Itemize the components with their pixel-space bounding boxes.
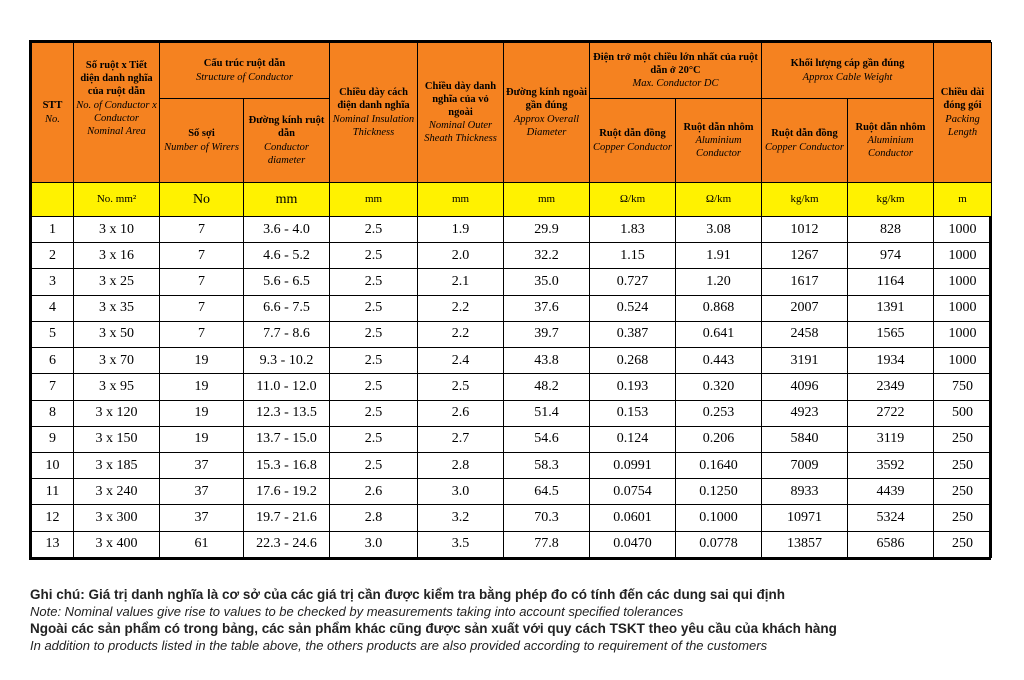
table-row: [32, 374, 992, 400]
table-cell: 0.727: [590, 269, 676, 295]
table-cell: 19: [160, 374, 244, 400]
table-cell: 37: [160, 505, 244, 531]
table-body: [32, 217, 992, 558]
table-cell: 3: [32, 269, 74, 295]
header-resistance-vi: Điện trở một chiều lớn nhất của ruột dẫn ở 20°C: [593, 51, 758, 76]
table-cell: 0.443: [676, 348, 762, 374]
header-diameter-vi: Đường kính ruột dẫn: [248, 115, 325, 140]
table-cell: 29.9: [504, 217, 590, 243]
table-cell: 3.0: [330, 531, 418, 557]
table-cell: 15.3 - 16.8: [244, 452, 330, 478]
header-weight-vi: Khối lượng cáp gần đúng: [790, 58, 905, 70]
table-cell: 0.206: [676, 426, 762, 452]
table-cell: 19: [160, 400, 244, 426]
header-sheath: [418, 43, 504, 183]
table-cell: 2.5: [330, 400, 418, 426]
table-cell: 2.5: [330, 243, 418, 269]
table-cell: 3 x 120: [74, 400, 160, 426]
table-row: [32, 426, 992, 452]
header-diameter-en: Conductor diameter: [264, 141, 309, 166]
header-weight-copper-vi: Ruột dẫn đồng: [771, 128, 838, 140]
header-stt: [32, 43, 74, 183]
table-cell: 1000: [934, 269, 992, 295]
table-cell: 0.193: [590, 374, 676, 400]
header-res-copper-en: Copper Conductor: [592, 141, 673, 153]
table-cell: 0.0754: [590, 479, 676, 505]
note-en-1: Note: Nominal values give rise to values to be checked by measurements taking into account specified tolerances: [30, 604, 684, 619]
header-weight: [762, 43, 934, 99]
unit-cell: mm: [244, 183, 330, 217]
table-cell: 5: [32, 321, 74, 347]
table-cell: 0.524: [590, 295, 676, 321]
table-cell: 1000: [934, 348, 992, 374]
unit-cell-blank: [32, 183, 74, 217]
header-weight-copper: [762, 99, 848, 183]
table-row: [32, 452, 992, 478]
table-cell: 58.3: [504, 452, 590, 478]
table-cell: 0.253: [676, 400, 762, 426]
header-resistance-en: Max. Conductor DC: [632, 78, 719, 90]
table-cell: 1: [32, 217, 74, 243]
table-cell: 5840: [762, 426, 848, 452]
table-cell: 3.2: [418, 505, 504, 531]
table-cell: 1012: [762, 217, 848, 243]
table-cell: 7: [160, 217, 244, 243]
table-row: [32, 295, 992, 321]
header-weight-aluminium-en: Aluminium Conductor: [867, 134, 914, 160]
table-cell: 10: [32, 452, 74, 478]
table-cell: 250: [934, 531, 992, 557]
header-res-aluminium-vi: Ruột dẫn nhôm: [683, 121, 754, 133]
header-overall-diameter: [504, 43, 590, 183]
table-cell: 250: [934, 505, 992, 531]
table-cell: 13857: [762, 531, 848, 557]
table-cell: 54.6: [504, 426, 590, 452]
table-cell: 3 x 400: [74, 531, 160, 557]
table-cell: 8: [32, 400, 74, 426]
table-cell: 3119: [848, 426, 934, 452]
table-cell: 1565: [848, 321, 934, 347]
table-row: [32, 479, 992, 505]
unit-cell: mm: [418, 183, 504, 217]
note-vi-2: Ngoài các sản phẩm có trong bảng, các sản phẩm khác cũng được sản xuất với quy cách TSKT theo yêu cầu của khách hàng: [30, 621, 837, 636]
table-cell: 12: [32, 505, 74, 531]
table-cell: 5324: [848, 505, 934, 531]
table-cell: 2.5: [330, 452, 418, 478]
table-cell: 5.6 - 6.5: [244, 269, 330, 295]
table-cell: 2.7: [418, 426, 504, 452]
table-cell: 2.5: [330, 269, 418, 295]
table-row: [32, 531, 992, 557]
table-cell: 7: [160, 321, 244, 347]
header-wires: [160, 99, 244, 183]
table-cell: 4096: [762, 374, 848, 400]
unit-cell: Ω/km: [590, 183, 676, 217]
table-cell: 1267: [762, 243, 848, 269]
table-row: [32, 269, 992, 295]
table-cell: 3 x 25: [74, 269, 160, 295]
table-cell: 2722: [848, 400, 934, 426]
header-conductor-en-cell: [74, 99, 160, 183]
header-packing: [934, 43, 992, 183]
table-cell: 37: [160, 479, 244, 505]
header-stt-en: No.: [45, 113, 60, 125]
table-cell: 35.0: [504, 269, 590, 295]
table-cell: 0.387: [590, 321, 676, 347]
table-cell: 1000: [934, 243, 992, 269]
table-cell: 43.8: [504, 348, 590, 374]
table-cell: 0.0470: [590, 531, 676, 557]
table-cell: 3.6 - 4.0: [244, 217, 330, 243]
table-cell: 9.3 - 10.2: [244, 348, 330, 374]
header-structure-vi: Cấu trúc ruột dẫn: [203, 58, 286, 70]
table-cell: 7: [160, 243, 244, 269]
unit-cell: kg/km: [762, 183, 848, 217]
header-insulation-vi: Chiều dày cách điện danh nghĩa: [337, 87, 410, 112]
table-cell: 2.5: [418, 374, 504, 400]
table-cell: 19: [160, 426, 244, 452]
table-cell: 2.1: [418, 269, 504, 295]
table-cell: 61: [160, 531, 244, 557]
table-cell: 1617: [762, 269, 848, 295]
table-cell: 7.7 - 8.6: [244, 321, 330, 347]
table-cell: 974: [848, 243, 934, 269]
table-cell: 22.3 - 24.6: [244, 531, 330, 557]
table-cell: 3 x 150: [74, 426, 160, 452]
table-cell: 1164: [848, 269, 934, 295]
header-res-copper: [590, 99, 676, 183]
header-wires-en: Number of Wirers: [164, 141, 239, 153]
table-cell: 77.8: [504, 531, 590, 557]
table-cell: 0.320: [676, 374, 762, 400]
table-cell: 3 x 50: [74, 321, 160, 347]
table-cell: 2: [32, 243, 74, 269]
header-packing-vi: Chiều dài đóng gói: [940, 87, 985, 112]
table-cell: 3 x 300: [74, 505, 160, 531]
table-cell: 1391: [848, 295, 934, 321]
table-cell: 2.6: [330, 479, 418, 505]
table-cell: 250: [934, 479, 992, 505]
table-cell: 2.6: [418, 400, 504, 426]
table-cell: 3 x 35: [74, 295, 160, 321]
table-cell: 7: [32, 374, 74, 400]
table-cell: 4: [32, 295, 74, 321]
table-cell: 12.3 - 13.5: [244, 400, 330, 426]
table-cell: 250: [934, 452, 992, 478]
unit-cell: m: [934, 183, 992, 217]
header-resistance: [590, 43, 762, 99]
table-cell: 500: [934, 400, 992, 426]
table-cell: 1000: [934, 217, 992, 243]
unit-cell: No: [160, 183, 244, 217]
header-conductor-en: No. of Conductor x Conductor Nominal Area: [76, 99, 157, 137]
table-cell: 7: [160, 295, 244, 321]
table-cell: 1000: [934, 295, 992, 321]
table-cell: 1.20: [676, 269, 762, 295]
header-weight-en: Approx Cable Weight: [802, 71, 893, 83]
table-cell: 3 x 16: [74, 243, 160, 269]
header-sheath-en: Nominal Outer Sheath Thickness: [424, 120, 497, 145]
table-cell: 0.0601: [590, 505, 676, 531]
table-cell: 3.0: [418, 479, 504, 505]
table-cell: 750: [934, 374, 992, 400]
table-cell: 13.7 - 15.0: [244, 426, 330, 452]
table-cell: 2.8: [418, 452, 504, 478]
header-structure-en: Structure of Conductor: [195, 71, 294, 83]
table-cell: 0.0778: [676, 531, 762, 557]
table-cell: 6: [32, 348, 74, 374]
header-insulation: [330, 43, 418, 183]
header-weight-aluminium: [848, 99, 934, 183]
note-vi-1: Ghi chú: Giá trị danh nghĩa là cơ sở của các giá trị cần được kiểm tra bằng phép đo có tính đến các dung sai qui định: [30, 587, 785, 602]
table-cell: 3 x 70: [74, 348, 160, 374]
header-wires-vi: Số sợi: [188, 128, 215, 140]
units-row: [32, 183, 992, 217]
table-cell: 39.7: [504, 321, 590, 347]
table-cell: 0.1000: [676, 505, 762, 531]
header-weight-aluminium-vi: Ruột dẫn nhôm: [855, 121, 926, 133]
table-cell: 3 x 240: [74, 479, 160, 505]
table-cell: 0.1640: [676, 452, 762, 478]
table-cell: 10971: [762, 505, 848, 531]
table-cell: 0.1250: [676, 479, 762, 505]
table-cell: 11.0 - 12.0: [244, 374, 330, 400]
header-res-aluminium-en: Aluminium Conductor: [695, 134, 742, 160]
table-cell: 6586: [848, 531, 934, 557]
table-row: [32, 400, 992, 426]
table-cell: 3.08: [676, 217, 762, 243]
table-cell: 828: [848, 217, 934, 243]
table-cell: 70.3: [504, 505, 590, 531]
table-cell: 0.268: [590, 348, 676, 374]
header-insulation-en: Nominal Insulation Thickness: [332, 113, 415, 138]
header-weight-copper-en: Copper Conductor: [764, 141, 845, 153]
table-cell: 6.6 - 7.5: [244, 295, 330, 321]
unit-cell: Ω/km: [676, 183, 762, 217]
table-cell: 2.5: [330, 321, 418, 347]
table-cell: 2.5: [330, 295, 418, 321]
table-row: [32, 505, 992, 531]
table-cell: 0.124: [590, 426, 676, 452]
table-cell: 2.2: [418, 295, 504, 321]
table-cell: 51.4: [504, 400, 590, 426]
header-res-copper-vi: Ruột dẫn đồng: [599, 128, 666, 140]
table-cell: 4.6 - 5.2: [244, 243, 330, 269]
unit-cell: No. mm²: [74, 183, 160, 217]
table-cell: 0.868: [676, 295, 762, 321]
table-cell: 32.2: [504, 243, 590, 269]
unit-cell: mm: [330, 183, 418, 217]
header-diameter: [244, 99, 330, 183]
table-cell: 1.15: [590, 243, 676, 269]
table-cell: 4439: [848, 479, 934, 505]
table-cell: 64.5: [504, 479, 590, 505]
note-en-2: In addition to products listed in the table above, the others products are also provided according to requirement of the customers: [30, 638, 768, 653]
table-cell: 1000: [934, 321, 992, 347]
table-cell: 2.2: [418, 321, 504, 347]
cable-spec-table-frame: [29, 40, 991, 560]
table-cell: 9: [32, 426, 74, 452]
header-conductor-vi: Số ruột x Tiết diện danh nghĩa của ruột dẫn: [80, 60, 153, 98]
table-cell: 2.5: [330, 217, 418, 243]
table-cell: 7009: [762, 452, 848, 478]
header-overall-vi: Đường kính ngoài gần đúng: [506, 87, 587, 112]
table-cell: 2.4: [418, 348, 504, 374]
table-row: [32, 243, 992, 269]
table-cell: 19: [160, 348, 244, 374]
unit-cell: mm: [504, 183, 590, 217]
unit-cell: kg/km: [848, 183, 934, 217]
header-conductor: [74, 43, 160, 99]
table-cell: 2007: [762, 295, 848, 321]
table-cell: 2.5: [330, 348, 418, 374]
cable-spec-table: [31, 42, 992, 558]
table-cell: 37.6: [504, 295, 590, 321]
table-cell: 11: [32, 479, 74, 505]
table-cell: 2.0: [418, 243, 504, 269]
table-cell: 3 x 10: [74, 217, 160, 243]
table-cell: 2.5: [330, 374, 418, 400]
table-cell: 1934: [848, 348, 934, 374]
table-row: [32, 348, 992, 374]
table-cell: 0.153: [590, 400, 676, 426]
header-stt-vi: STT: [42, 100, 63, 112]
table-row: [32, 217, 992, 243]
table-cell: 17.6 - 19.2: [244, 479, 330, 505]
header-res-aluminium: [676, 99, 762, 183]
table-cell: 13: [32, 531, 74, 557]
table-cell: 19.7 - 21.6: [244, 505, 330, 531]
table-cell: 2.8: [330, 505, 418, 531]
table-cell: 48.2: [504, 374, 590, 400]
table-cell: 2458: [762, 321, 848, 347]
table-cell: 4923: [762, 400, 848, 426]
table-cell: 0.641: [676, 321, 762, 347]
table-cell: 1.83: [590, 217, 676, 243]
table-cell: 2.5: [330, 426, 418, 452]
table-cell: 37: [160, 452, 244, 478]
header-structure: [160, 43, 330, 99]
table-cell: 1.91: [676, 243, 762, 269]
header-overall-en: Approx Overall Diameter: [513, 113, 580, 138]
header-sheath-vi: Chiều dày danh nghĩa của vỏ ngoài: [424, 80, 497, 118]
table-cell: 2349: [848, 374, 934, 400]
header-packing-en: Packing Length: [945, 113, 980, 138]
table-cell: 0.0991: [590, 452, 676, 478]
table-cell: 3191: [762, 348, 848, 374]
notes-section: [30, 586, 1000, 654]
table-cell: 3592: [848, 452, 934, 478]
table-cell: 3.5: [418, 531, 504, 557]
table-cell: 1.9: [418, 217, 504, 243]
table-row: [32, 321, 992, 347]
table-cell: 3 x 95: [74, 374, 160, 400]
table-cell: 7: [160, 269, 244, 295]
table-cell: 3 x 185: [74, 452, 160, 478]
table-cell: 250: [934, 426, 992, 452]
table-cell: 8933: [762, 479, 848, 505]
